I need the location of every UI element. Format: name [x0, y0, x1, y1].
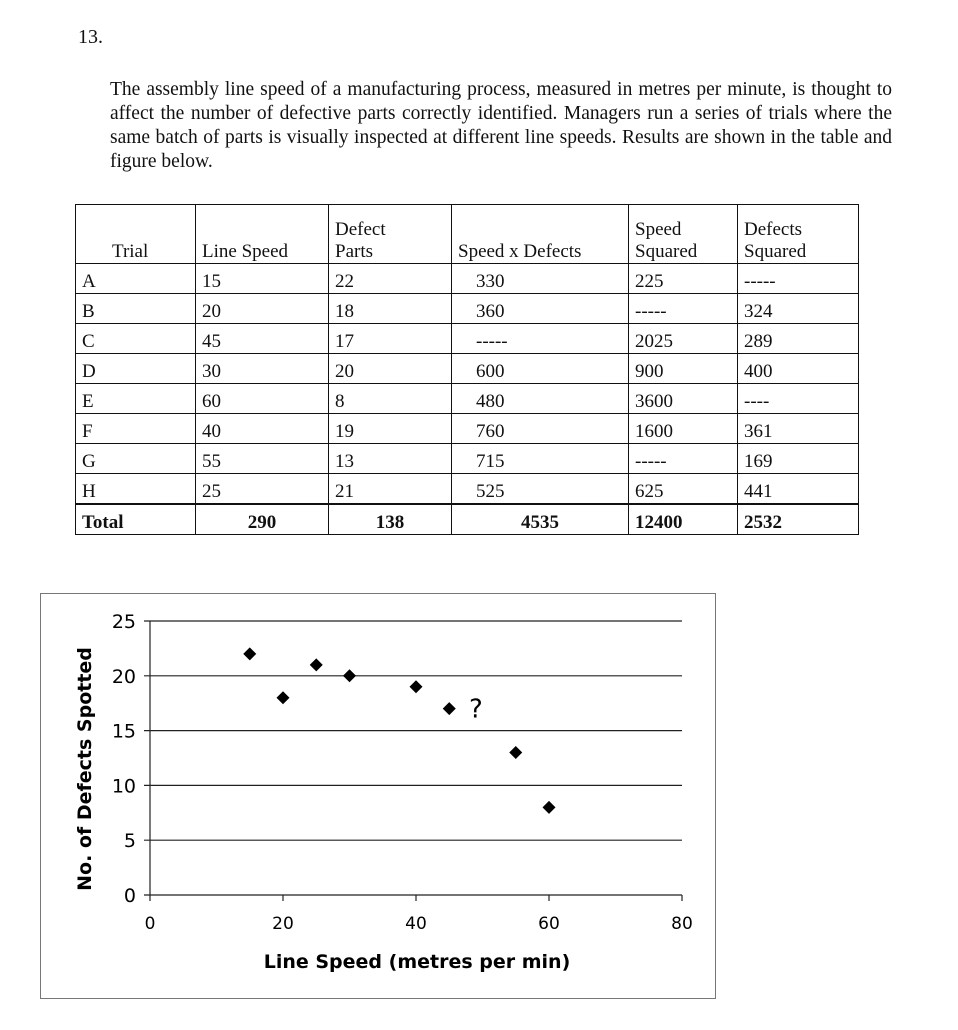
table-row [76, 444, 859, 474]
table-cell: 600 [452, 354, 629, 384]
table-cell: 441 [738, 474, 859, 505]
y-tick-label: 5 [123, 830, 136, 853]
table-cell: F [76, 414, 196, 444]
table-cell: 45 [196, 324, 329, 354]
table-cell: 21 [329, 474, 452, 505]
y-tick-label: 0 [123, 885, 136, 907]
table-cell: 525 [452, 474, 629, 505]
total-cell: 4535 [452, 504, 629, 535]
table-cell: C [76, 324, 196, 354]
table-cell: ----- [629, 294, 738, 324]
table-header-row [76, 205, 859, 264]
table-cell: 360 [452, 294, 629, 324]
table-cell: H [76, 474, 196, 505]
table-cell: 15 [196, 264, 329, 294]
table-cell: 625 [629, 474, 738, 505]
data-point [509, 746, 522, 759]
data-point [277, 691, 290, 704]
table-cell: 17 [329, 324, 452, 354]
table-cell: E [76, 384, 196, 414]
table-cell: ----- [738, 264, 859, 294]
x-axis-label: Line Speed (metres per min) [263, 951, 571, 973]
table-row [76, 474, 859, 505]
x-tick-label: 20 [272, 914, 294, 934]
data-point [410, 680, 423, 693]
table-cell: 25 [196, 474, 329, 505]
header-speed-x-defects: Speed x Defects [452, 205, 629, 264]
table-cell: 760 [452, 414, 629, 444]
table-cell: 8 [329, 384, 452, 414]
y-axis-label: No. of Defects Spotted [74, 647, 96, 891]
table-row [76, 354, 859, 384]
x-tick-label: 80 [671, 914, 693, 934]
scatter-chart [41, 594, 715, 998]
table-cell: 289 [738, 324, 859, 354]
table-cell: 324 [738, 294, 859, 324]
total-cell: 12400 [629, 504, 738, 535]
data-point [343, 669, 356, 682]
x-tick-label: 0 [144, 914, 156, 934]
total-cell: 138 [329, 504, 452, 535]
chart-frame [40, 593, 716, 999]
table-row [76, 384, 859, 414]
x-tick-label: 60 [538, 914, 560, 934]
table-cell: 361 [738, 414, 859, 444]
table-cell: 18 [329, 294, 452, 324]
data-point [543, 801, 556, 814]
y-tick-label: 25 [111, 611, 136, 633]
table-cell: 400 [738, 354, 859, 384]
table-cell: 3600 [629, 384, 738, 414]
table-row [76, 294, 859, 324]
table-cell: 20 [196, 294, 329, 324]
table-cell: 715 [452, 444, 629, 474]
table-cell: 30 [196, 354, 329, 384]
question-paragraph: The assembly line speed of a manufacturing process, measured in metres per minute, is thought to affect the number of defective parts correctly identified. Managers run a series of trials where the same batch of parts is visually inspected at different line speeds. Results are shown in the table and figure below. [110, 79, 892, 172]
header-defect-parts: Defect Parts [329, 205, 452, 264]
table-cell: 169 [738, 444, 859, 474]
data-table [75, 204, 859, 535]
header-trial: Trial [76, 205, 196, 264]
table-total-row [76, 504, 859, 535]
data-point [243, 647, 256, 660]
header-speed-squared: Speed Squared [629, 205, 738, 264]
table-cell: ----- [452, 324, 629, 354]
table-cell: 22 [329, 264, 452, 294]
total-cell: 290 [196, 504, 329, 535]
question-number: 13. [78, 26, 103, 48]
table-cell: 480 [452, 384, 629, 414]
y-tick-label: 20 [111, 665, 136, 688]
table-cell: 1600 [629, 414, 738, 444]
table-cell: B [76, 294, 196, 324]
table-cell: 2025 [629, 324, 738, 354]
header-line-speed: Line Speed [196, 205, 329, 264]
table-row [76, 324, 859, 354]
y-tick-label: 10 [111, 775, 136, 798]
header-defects-squared: Defects Squared [738, 205, 859, 264]
table-cell: D [76, 354, 196, 384]
total-cell: 2532 [738, 504, 859, 535]
table-cell: 13 [329, 444, 452, 474]
data-point [443, 702, 456, 715]
table-row [76, 264, 859, 294]
table-cell: 19 [329, 414, 452, 444]
table-cell: 330 [452, 264, 629, 294]
x-tick-label: 40 [405, 914, 427, 934]
y-tick-label: 15 [111, 720, 136, 743]
table-cell: 225 [629, 264, 738, 294]
table-cell: ----- [629, 444, 738, 474]
annotation-question-mark: ? [468, 694, 483, 725]
table-cell: G [76, 444, 196, 474]
table-cell: ---- [738, 384, 859, 414]
table-row [76, 414, 859, 444]
data-point [310, 658, 323, 671]
table-cell: 900 [629, 354, 738, 384]
total-label: Total [76, 504, 196, 535]
table-cell: 60 [196, 384, 329, 414]
table-cell: 20 [329, 354, 452, 384]
table-cell: 40 [196, 414, 329, 444]
table-cell: 55 [196, 444, 329, 474]
table-cell: A [76, 264, 196, 294]
